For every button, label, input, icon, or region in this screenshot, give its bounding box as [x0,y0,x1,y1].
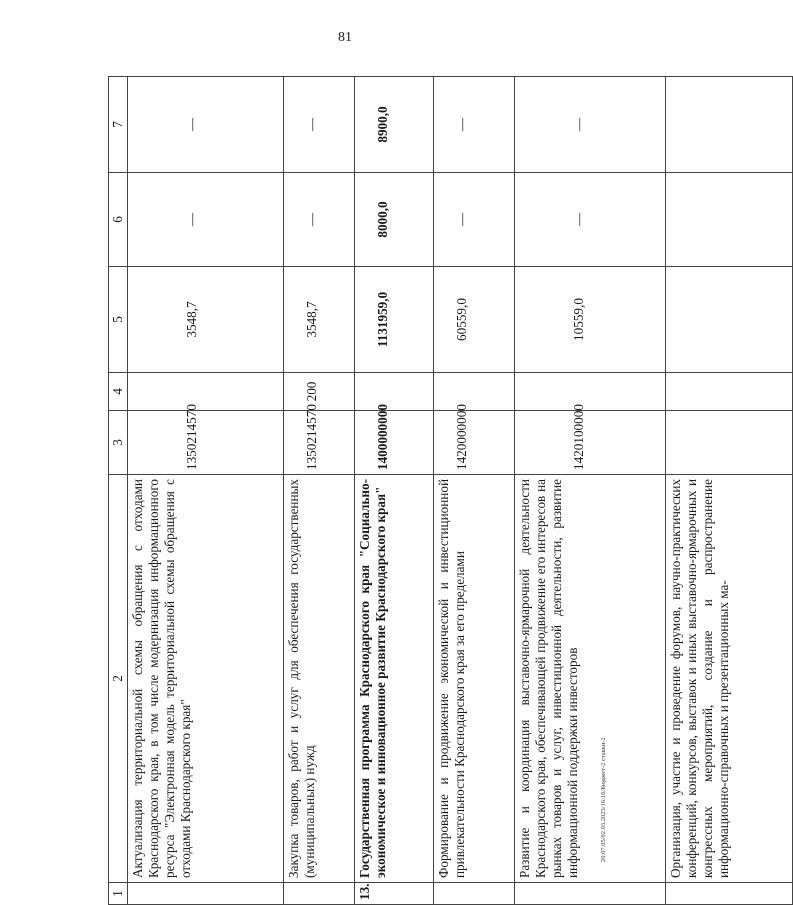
row-year3 [666,77,793,173]
header-cell: 6 [109,173,128,267]
row-year3: 8900,0 [355,77,434,173]
row-vr: 200 [284,373,355,411]
table-row [434,77,515,905]
row-number [515,883,666,905]
row-sum: 3548,7 [128,267,284,373]
table-row [355,77,434,905]
row-vr [434,373,515,411]
table-row [666,77,793,905]
row-sum [666,267,793,373]
row-name: Организация, участие и проведение форумов, научно-практических конференций, конкурсов, выставок и иных выставочно-ярмарочных и конгрессных мероприятий, создание и распространение информационно-справочных и презентационных ма- [666,475,793,883]
header-cell: 3 [109,411,128,475]
row-name: Государственная программа Краснодарского края "Социально-экономическое и инновационное развитие Краснодарского края" [355,475,434,883]
row-number [128,883,284,905]
side-note: 20.07.05/02.03.2023/16:16/Бюджет-2 ставки-2 [600,737,607,862]
row-number [434,883,515,905]
row-year3: — [515,77,666,173]
row-year3: — [128,77,284,173]
row-code: 1420100000 [515,411,666,475]
row-year2: — [515,173,666,267]
row-sum: 60559,0 [434,267,515,373]
row-vr [515,373,666,411]
row-name: Актуализация территориальной схемы обращения с отходами Краснодарского края, в том числе модернизация информационного ресурса "Электронная модель территориальной схемы обращения с отходами Краснодарского края" [128,475,284,883]
row-vr [666,373,793,411]
row-name: Закупка товаров, работ и услуг для обеспечения государственных (муниципальных) нужд [284,475,355,883]
header-cell: 5 [109,267,128,373]
row-sum: 3548,7 [284,267,355,373]
row-code: 1400000000 [355,411,434,475]
header-cell: 1 [109,883,128,905]
page-number: 81 [338,30,352,45]
table-row [515,77,666,905]
header-cell: 4 [109,373,128,411]
table-header [109,77,128,905]
row-sum: 10559,0 [515,267,666,373]
row-year2 [666,173,793,267]
rotated-content [108,77,732,905]
rotated-table-area [108,77,732,905]
header-cell: 7 [109,77,128,173]
table-row [284,77,355,905]
row-sum: 1131959,0 [355,267,434,373]
row-name: Формирование и продвижение экономической и инвестиционной привлекательности Краснодарского края за его пределами [434,475,515,883]
row-code [666,411,793,475]
row-year2: — [434,173,515,267]
budget-table [108,76,793,905]
table-row [128,77,284,905]
row-code: 1350214570 [284,411,355,475]
row-number: 13. [355,883,434,905]
row-code: 1350214570 [128,411,284,475]
row-number [284,883,355,905]
row-name: Развитие и координация выставочно-ярмарочной деятельности Краснодарского края, обеспечивающей продвижение его интересов на рынках товаров и услуг, инвестиционной деятельности, развитие информационной поддержки инвесторов [515,475,666,883]
row-year3: — [434,77,515,173]
row-number [666,883,793,905]
header-cell: 2 [109,475,128,883]
row-year2: — [284,173,355,267]
row-code: 1420000000 [434,411,515,475]
row-vr [355,373,434,411]
row-year3: — [284,77,355,173]
row-year2: — [128,173,284,267]
row-vr [128,373,284,411]
row-year2: 8000,0 [355,173,434,267]
